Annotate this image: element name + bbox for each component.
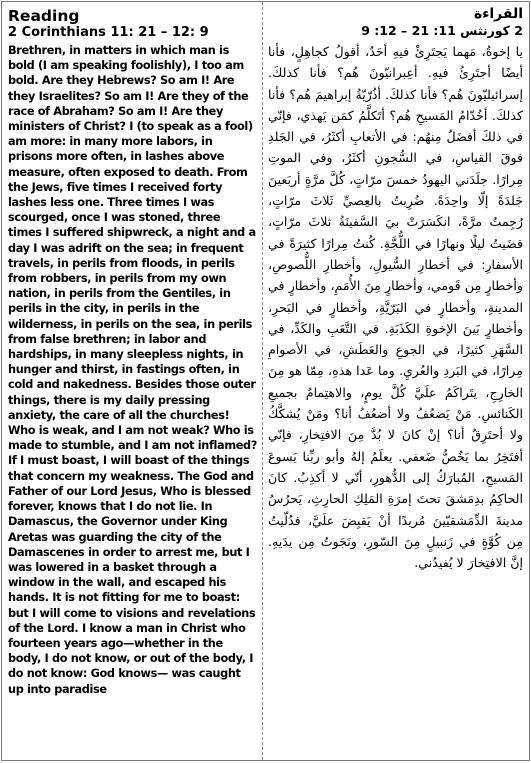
arabic-text: يا إخوةُ، مَهما يَجتَرِئْ فيهِ أحَدٌ، أقولُ كجاهِلٍ، فأنا أيضًا أجتَرِئُ فيهِ. أعِبرانيّونَ هُم؟ فأنا كذلكَ. إسرائيليّونَ هُم؟ فأنا كذلكَ. أذُرّيّةُ إبراهيمَ هُم؟ فأنا كذلكَ. أخُدّامُ المَسيحِ هُم؟ أتَكلَّمُ كمَن يَهذي، فإنّي في ذلكَ أفضَلُ مِنهُم: في الأتعابِ أكثَرُ، في الجَلدِ فوقَ القياسِ، في السُّجونِ أكثَرُ، وفي الموتِ مِرارًا. جلَدَني اليهودُ خمسَ مرّاتٍ، كُلَّ مرَّةٍ أربَعينَ جَلدَةً إلّا واحِدَةً. ضُرِبتُ بالعِصيِّ ثَلاثَ مرّاتٍ، رُجِمتُ مرَّةً، انكَسَرَتْ بيَ السَّفينَةُ ثلاثَ مرّاتٍ، قضَيتُ ليلًا ونهارًا في اللُّجَّةِ. كُنتُ مِرارًا كثيرَةً في الأسفارِ: في أخطارِ السُّيولِ، وأخطارِ اللُّصوصِ، وأخطارٍ مِن قَومي، وأخطارٍ مِنَ الأُمَمِ، وأخطارٍ في المدينةِ، وأخطارٍ في البَرّيَّةِ، وأخطارٍ في البَحرِ، وأخطارٍ بَينَ الإخوةِ الكَذَبَةِ. في التَّعَبِ والكَدِّ، في السَّهَرِ كثيرًا، في الجوعِ والعَطَشِ، في الأصوامِ مِرارًا، في البَردِ والعُريِ. وما عَدا هذهِ، مِمّا هو مِنَ الخارِجِ، يتَراكَمُ علَيَّ كُلَّ يومٍ، والاهتِمامُ بجميعِ الكَنائسِ. مَنْ يَضعُفُ ولا أضعُفُ أنا؟ ومَنْ يُشكَّكُ ولا أحتَرِقُ أنا؟ إنْ كانَ لا بُدَّ مِنَ الافتِخارِ، فإنّي أفتَخِرُ بما يَخُصُّ ضَعفي. يعلَمُ إلهُ وأبو ربِّنا يَسوعَ المَسيحِ، المُبارَكُ إلى الدُّهورِ، أنّي لا أكذِبُ. كانَ الحاكِمُ بدِمَشقَ تحتَ إمرَةِ المَلِكِ الحارِثِ، يَحرُسُ مدينةَ الدِّمَشقيّينَ مُريدًا أنْ يَقبِضَ علَيَّ، فدُلّيتُ مِن كُوَّةٍ في زَنبيلٍ مِنَ السّورِ، ونَجَوتُ مِن يدَيهِ. إنَّ الافتِخارَ لا يُفيدُني. bbox=[268, 44, 523, 571]
english-reference: 2 Corinthians 11: 21 – 12: 9 bbox=[8, 25, 209, 40]
english-column bbox=[2, 2, 263, 760]
reading-page bbox=[1, 1, 530, 761]
arabic-column bbox=[263, 2, 529, 760]
arabic-reference: 2 كورنثس 11: 21 – 12: 9 bbox=[361, 23, 523, 38]
english-title: Reading bbox=[8, 7, 80, 25]
english-text: Brethren, in matters in which man is bold (I am speaking foolishly), I too am bold. Are they Hebrews? So am I! Are they Israelites? So am I! Are they of the race of Abraham? So am I! Are they ministers of Christ? I (to speak as a fool) am more: in many more labors, in prisons more often, in lashes above measure, often exposed to death. From the Jews, five times I received forty lashes less one. Three times I was scourged, once I was stoned, three times I suffered shipwreck, a night and a day I was adrift on the sea; in frequent travels, in perils from floods, in perils from robbers, in perils from my own nation, in perils from the Gentiles, in perils in the city, in perils in the wilderness, in perils on the sea, in perils from false brethren; in labor and hardships, in many sleepless nights, in hunger and thirst, in fastings often, in cold and nakedness. Besides those outer things, there is my daily pressing anxiety, the care of all the churches! Who is weak, and I am not weak? Who is made to stumble, and I am not inflamed? If I must boast, I will boast of the things that concern my weakness. The God and Father of our Lord Jesus, Who is blessed forever, knows that I do not lie. In Damascus, the Governor under King Aretas was guarding the city of the Damascenes in order to arrest me, but I was lowered in a basket through a window in the wall, and escaped his hands. It is not fitting for me to boast: but I will come to visions and revelations of the Lord. I know a man in Christ who fourteen years ago—whether in the body, I do not know, or out of the body, I do not know: God knows— was caught up into paradise bbox=[8, 44, 257, 696]
arabic-title: القراءة bbox=[473, 6, 523, 22]
